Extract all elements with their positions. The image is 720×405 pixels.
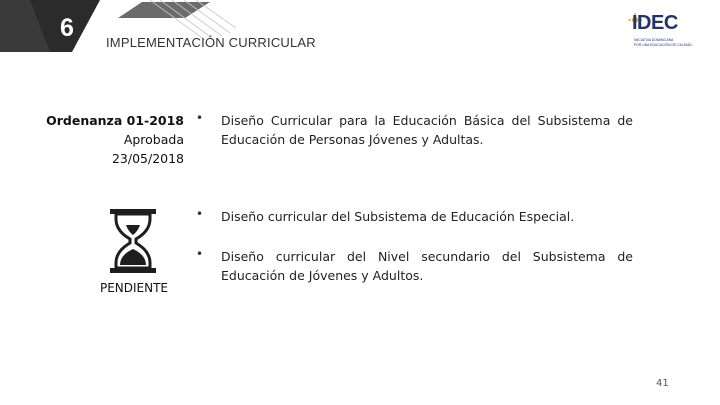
list-item-text: Diseño Curricular para la Educación Básica del Subsistema de Educación de Personas Jóvenes y Adultas. — [221, 113, 633, 147]
ordenanza-date: 23/05/2018 — [111, 151, 184, 166]
bullet-icon: • — [196, 247, 204, 261]
pending-label: PENDIENTE — [99, 281, 169, 295]
logo-subtitle-line-2: POR UNA EDUCACIÓN DE CALIDAD — [634, 43, 692, 47]
list-item-text: Diseño curricular del Nivel secundario del Subsistema de Educación de Jóvenes y Adultos. — [221, 249, 633, 283]
logo-wordmark: IDEC — [632, 12, 678, 34]
page-number: 41 — [656, 378, 669, 389]
header-corner-graphic — [0, 0, 720, 60]
section-title: IMPLEMENTACIÓN CURRICULAR — [106, 35, 316, 50]
idec-logo — [626, 12, 698, 60]
logo-subtitle-line-1: INICIATIVA DOMINICANA — [634, 38, 674, 42]
slide-section-number: 6 — [60, 14, 74, 42]
bullet-icon: • — [196, 207, 204, 221]
bullet-icon: • — [196, 111, 204, 125]
ordenanza-title: Ordenanza 01-2018 — [46, 113, 184, 128]
ordenanza-status: Aprobada — [123, 132, 184, 147]
list-item-text: Diseño curricular del Subsistema de Educación Especial. — [221, 209, 575, 224]
hourglass-icon — [102, 207, 164, 275]
ordenanza-block — [40, 111, 184, 168]
